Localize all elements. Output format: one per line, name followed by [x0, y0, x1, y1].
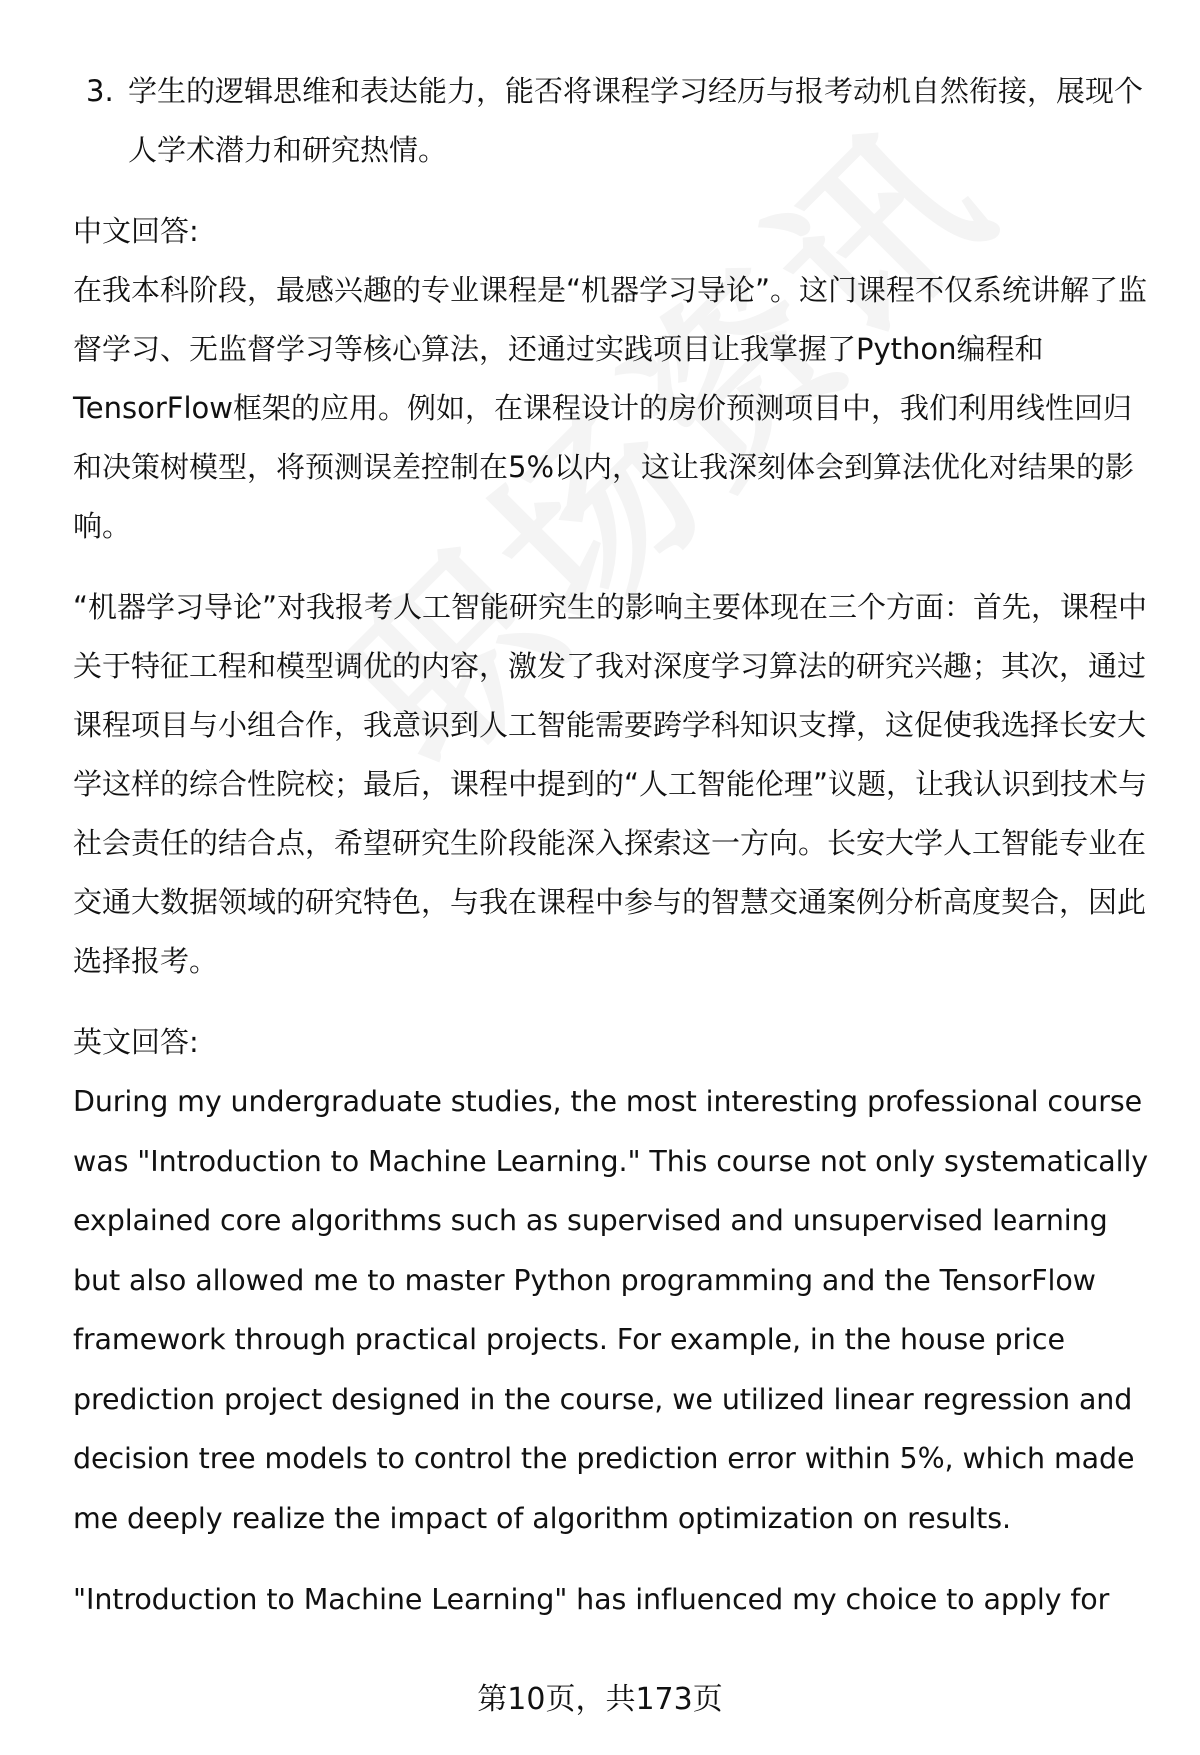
chinese-answer-heading: 中文回答: [73, 214, 199, 248]
english-paragraph-1: During my undergraduate studies, the most interesting professional course was "Introduction to Machine Learning." This course not only systematically explained core algorithms such as supervised and unsupervised learning but also allowed me to master Python programming and the TensorFlow framework through practical projects. For example, in the house price prediction project designed in the course, we utilized linear regression and decision tree models to control the prediction error within 5%, which made me deeply realize the impact of algorithm optimization on results. [73, 1085, 1149, 1535]
english-paragraph-2: "Introduction to Machine Learning" has influenced my choice to apply for [73, 1583, 1110, 1616]
chinese-paragraph-2: “机器学习导论”对我报考人工智能研究生的影响主要体现在三个方面：首先，课程中关于特征工程和模型调优的内容，激发了我对深度学习算法的研究兴趣；其次，通过课程项目与小组合作，我意识到人工智能需要跨学科知识支撑，这促使我选择长安大学这样的综合性院校；最后，课程中提到的“人工智能伦理”议题，让我认识到技术与社会责任的结合点，希望研究生阶段能深入探索这一方向。长安大学人工智能专业在交通大数据领域的研究特色，与我在课程中参与的智慧交通案例分析高度契合，因此选择报考。 [73, 590, 1148, 978]
english-answer-heading: 英文回答: [73, 1025, 199, 1059]
page-number: 第10页，共173页 [477, 1682, 723, 1717]
list-item-text: 学生的逻辑思维和表达能力，能否将课程学习经历与报考动机自然衔接，展现个人学术潜力和研究热情。 [128, 74, 1144, 167]
chinese-paragraph-1: 在我本科阶段，最感兴趣的专业课程是“机器学习导论”。这门课程不仅系统讲解了监督学习、无监督学习等核心算法，还通过实践项目让我掌握了Python编程和TensorFlow框架的应用。例如，在课程设计的房价预测项目中，我们利用线性回归和决策树模型，将预测误差控制在5%以内，这让我深刻体会到算法优化对结果的影响。 [73, 273, 1148, 543]
list-item-3 [73, 62, 1153, 180]
list-number: 3. [86, 74, 114, 108]
document-body [73, 62, 1153, 1630]
